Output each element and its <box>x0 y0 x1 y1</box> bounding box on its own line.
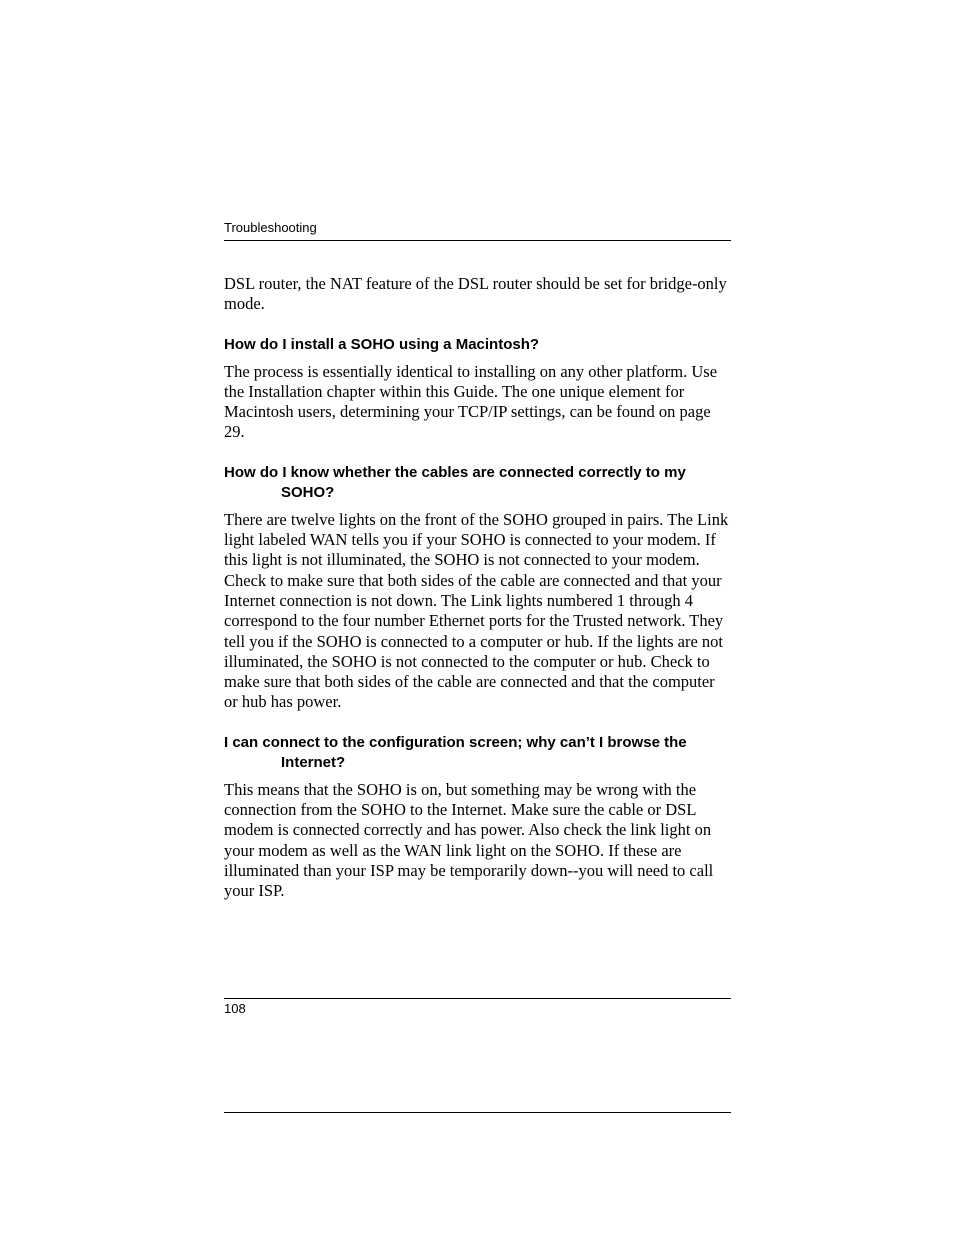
faq-answer-browse: This means that the SOHO is on, but something may be wrong with the connection from the SOHO to the Internet. Make sure the cable or DSL modem is connected correctly and has power. Also check the link light on your modem as well as the WAN link light on the SOHO. If these are illuminated than your ISP may be temporarily down--you will need to call your ISP. <box>224 779 714 901</box>
faq-question-macintosh: How do I install a SOHO using a Macintosh? <box>224 335 540 353</box>
header-rule <box>224 240 731 241</box>
running-header: Troubleshooting <box>224 220 317 235</box>
page-number: 108 <box>224 1001 246 1016</box>
footer-rule <box>224 998 731 999</box>
faq-answer-macintosh: The process is essentially identical to installing on any other platform. Use the Installation chapter within this Guide. The one unique element for Macintosh users, determining your TCP/IP settings, can be found on page 29. <box>224 361 718 442</box>
intro-paragraph: DSL router, the NAT feature of the DSL router should be set for bridge-only mode. <box>224 274 727 314</box>
faq-question-browse: I can connect to the configuration screen; why can’t I browse the Internet? <box>224 733 687 771</box>
page-content <box>224 274 731 902</box>
faq-question-cables: How do I know whether the cables are connected correctly to my SOHO? <box>224 463 686 501</box>
faq-answer-cables: There are twelve lights on the front of the SOHO grouped in pairs. The Link light labeled WAN tells you if your SOHO is connected to your modem. If this light is not illuminated, the SOHO is not connected to your modem. Check to make sure that both sides of the cable are connected and that your Internet connection is not down. The Link lights numbered 1 through 4 correspond to the four number Ethernet ports for the Trusted network. They tell you if the SOHO is connected to a computer or hub. If the lights are not illuminated, the SOHO is not connected to the computer or hub. Check to make sure that both sides of the cable are connected and that the computer or hub has power. <box>224 509 729 712</box>
bottom-rule <box>224 1112 731 1113</box>
